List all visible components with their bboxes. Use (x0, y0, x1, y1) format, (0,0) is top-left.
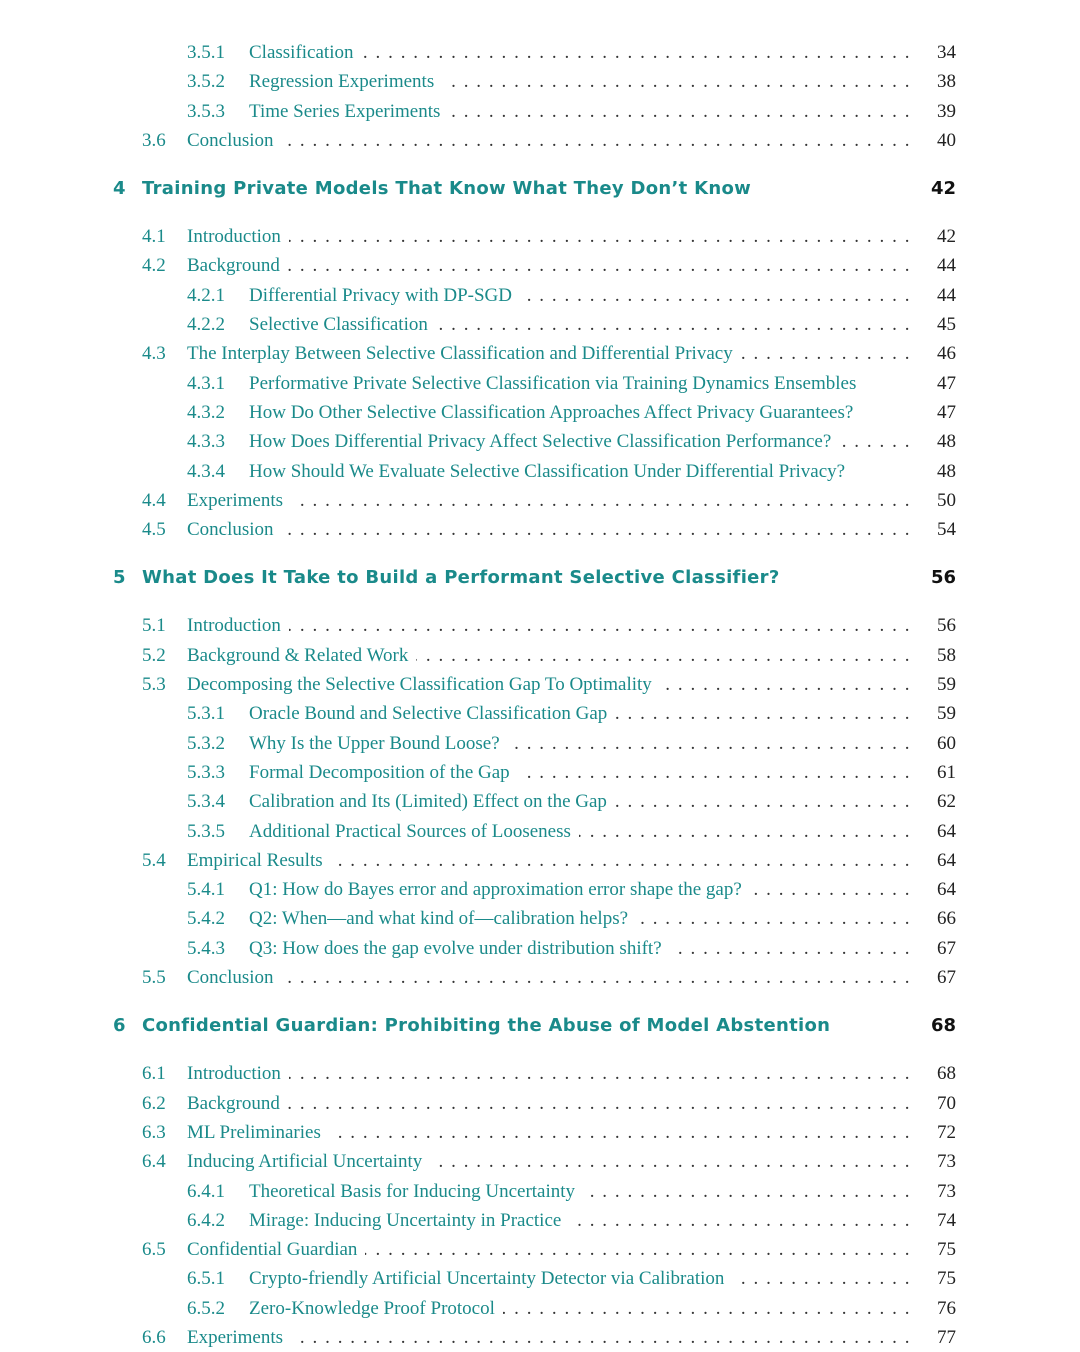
toc-entry-title-text: Theoretical Basis for Inducing Uncertainty (249, 1181, 583, 1202)
toc-entry-number: 4 (113, 178, 126, 200)
toc-entry-number: 4.3.3 (187, 431, 225, 453)
toc-entry-title-text: Formal Decomposition of the Gap (249, 762, 518, 783)
toc-entry-page-number: 73 (937, 1180, 956, 1202)
toc-entry-title-text: Confidential Guardian: Prohibiting the Abuse of Model Abstention (142, 1015, 831, 1037)
toc-entry-title-text: Calibration and Its (Limited) Effect on the Gap (249, 791, 615, 812)
toc-entry-title[interactable] (187, 1323, 911, 1352)
toc-entry-page-number: 76 (937, 1297, 956, 1319)
toc-section-entry[interactable] (0, 1089, 1080, 1118)
toc-entry-page-number: 56 (937, 615, 956, 637)
toc-entry-title-text: Introduction (187, 615, 289, 636)
toc-entry-page-number: 47 (937, 401, 956, 423)
toc-entry-page-number: 56 (930, 567, 956, 589)
toc-entry-title[interactable] (187, 1235, 911, 1264)
toc-subsection-entry[interactable] (0, 699, 1080, 728)
toc-subsection-entry[interactable] (0, 1177, 1080, 1206)
toc-entry-number: 4.3.2 (187, 401, 225, 423)
toc-entry-number: 6.3 (142, 1121, 166, 1143)
toc-entry-title-text: Background (187, 255, 288, 276)
toc-entry-title-text: Additional Practical Sources of Looseness (249, 821, 579, 842)
toc-entry-title[interactable] (249, 457, 911, 486)
toc-entry-title-text: Crypto-friendly Artificial Uncertainty Detector via Calibration (249, 1268, 732, 1289)
toc-section-entry[interactable] (0, 611, 1080, 640)
toc-section-entry[interactable] (0, 963, 1080, 992)
toc-entry-number: 5 (113, 567, 126, 589)
toc-entry-title[interactable] (187, 963, 911, 992)
toc-section-entry[interactable] (0, 670, 1080, 699)
toc-section-entry[interactable] (0, 1059, 1080, 1088)
toc-entry-title[interactable] (187, 611, 911, 640)
toc-entry-number: 6.5.1 (187, 1268, 225, 1290)
toc-entry-number: 5.3.3 (187, 761, 225, 783)
toc-entry-title-text: Q2: When—and what kind of—calibration helps? (249, 908, 636, 929)
toc-entry-number: 5.3.2 (187, 732, 225, 754)
toc-entry-page-number: 44 (937, 284, 956, 306)
toc-chapter-entry[interactable] (0, 174, 1080, 222)
toc-entry-page-number: 64 (937, 849, 956, 871)
toc-entry-page-number: 75 (937, 1239, 956, 1261)
toc-entry-page-number: 40 (937, 129, 956, 151)
toc-entry-title[interactable] (187, 846, 911, 875)
toc-subsection-entry[interactable] (0, 398, 1080, 427)
toc-entry-title-text: Experiments (187, 490, 291, 511)
toc-subsection-entry[interactable] (0, 427, 1080, 456)
toc-entry-title[interactable] (249, 1294, 911, 1323)
toc-entry-title-text: Background & Related Work (187, 645, 416, 666)
toc-entry-title-text: Conclusion (187, 130, 282, 151)
toc-entry-number: 6.1 (142, 1063, 166, 1085)
toc-entry-title-text: Decomposing the Selective Classification Gap To Optimality (187, 674, 660, 695)
toc-entry-page-number: 38 (937, 71, 956, 93)
toc-entry-title[interactable] (249, 369, 911, 398)
toc-entry-page-number: 54 (937, 519, 956, 541)
toc-entry-title-text: Introduction (187, 1063, 289, 1084)
toc-entry-number: 6.5.2 (187, 1297, 225, 1319)
toc-entry-number: 5.4.1 (187, 879, 225, 901)
toc-subsection-entry[interactable] (0, 875, 1080, 904)
toc-entry-title[interactable] (187, 486, 911, 515)
toc-entry-title-text: Background (187, 1093, 288, 1114)
toc-entry-title[interactable] (142, 563, 780, 592)
toc-entry-page-number: 42 (930, 178, 956, 200)
toc-section-entry[interactable] (0, 339, 1080, 368)
toc-entry-number: 6 (113, 1015, 126, 1037)
toc-entry-number: 4.1 (142, 226, 166, 248)
toc-entry-title[interactable] (187, 1059, 911, 1088)
toc-section-entry[interactable] (0, 222, 1080, 251)
toc-entry-number: 6.4 (142, 1151, 166, 1173)
toc-subsection-entry[interactable] (0, 758, 1080, 787)
toc-subsection-entry[interactable] (0, 97, 1080, 126)
toc-entry-number: 5.2 (142, 644, 166, 666)
toc-entry-number: 6.5 (142, 1239, 166, 1261)
toc-entry-number: 4.2.1 (187, 284, 225, 306)
toc-subsection-entry[interactable] (0, 729, 1080, 758)
toc-entry-title[interactable] (249, 310, 911, 339)
toc-entry-page-number: 44 (937, 255, 956, 277)
toc-entry-page-number: 64 (937, 820, 956, 842)
toc-entry-page-number: 72 (937, 1121, 956, 1143)
toc-subsection-entry[interactable] (0, 787, 1080, 816)
toc-entry-title[interactable] (249, 281, 911, 310)
toc-subsection-entry[interactable] (0, 817, 1080, 846)
toc-entry-title[interactable] (249, 817, 911, 846)
toc-entry-title-text: Conclusion (187, 967, 282, 988)
toc-entry-title-text: Confidential Guardian (187, 1239, 365, 1260)
toc-entry-page-number: 50 (937, 489, 956, 511)
toc-subsection-entry[interactable] (0, 281, 1080, 310)
toc-entry-title[interactable] (249, 1264, 911, 1293)
toc-entry-number: 5.3.5 (187, 820, 225, 842)
toc-section-entry[interactable] (0, 515, 1080, 544)
toc-subsection-entry[interactable] (0, 67, 1080, 96)
toc-entry-number: 3.6 (142, 129, 166, 151)
toc-entry-page-number: 59 (937, 703, 956, 725)
toc-entry-title-text: Performative Private Selective Classification via Training Dynamics Ensembles (249, 373, 864, 394)
toc-entry-title-text: Q3: How does the gap evolve under distribution shift? (249, 938, 670, 959)
toc-subsection-entry[interactable] (0, 310, 1080, 339)
toc-entry-page-number: 70 (937, 1092, 956, 1114)
toc-entry-title-text: Regression Experiments (249, 71, 442, 92)
toc-entry-title-text: Introduction (187, 226, 289, 247)
toc-section-entry[interactable] (0, 846, 1080, 875)
toc-entry-title-text: How Should We Evaluate Selective Classification Under Differential Privacy? (249, 461, 853, 482)
table-of-contents (0, 38, 1080, 1352)
toc-section-entry[interactable] (0, 641, 1080, 670)
toc-entry-number: 6.6 (142, 1326, 166, 1348)
toc-entry-page-number: 64 (937, 879, 956, 901)
toc-subsection-entry[interactable] (0, 369, 1080, 398)
toc-entry-page-number: 66 (937, 908, 956, 930)
toc-entry-number: 4.2 (142, 255, 166, 277)
toc-entry-title-text: What Does It Take to Build a Performant Selective Classifier? (142, 567, 780, 589)
toc-entry-number: 4.3 (142, 343, 166, 365)
toc-entry-page-number: 75 (937, 1268, 956, 1290)
toc-entry-page-number: 46 (937, 343, 956, 365)
toc-entry-number: 5.4.3 (187, 937, 225, 959)
toc-chapter-entry[interactable] (0, 563, 1080, 611)
toc-entry-title-text: Selective Classification (249, 314, 436, 335)
toc-entry-title[interactable] (187, 1118, 911, 1147)
toc-entry-page-number: 62 (937, 791, 956, 813)
toc-entry-title-text: How Do Other Selective Classification Approaches Affect Privacy Guarantees? (249, 402, 861, 423)
toc-entry-number: 4.5 (142, 519, 166, 541)
toc-entry-number: 5.4 (142, 849, 166, 871)
toc-entry-page-number: 42 (937, 226, 956, 248)
toc-section-entry[interactable] (0, 1323, 1080, 1352)
toc-entry-number: 4.3.4 (187, 460, 225, 482)
toc-entry-page-number: 74 (937, 1209, 956, 1231)
toc-entry-page-number: 73 (937, 1151, 956, 1173)
toc-entry-page-number: 61 (937, 761, 956, 783)
toc-entry-title[interactable] (187, 670, 911, 699)
toc-subsection-entry[interactable] (0, 1206, 1080, 1235)
toc-entry-title[interactable] (249, 758, 911, 787)
toc-entry-number: 6.2 (142, 1092, 166, 1114)
toc-entry-title[interactable] (249, 398, 911, 427)
toc-entry-title[interactable] (187, 251, 911, 280)
toc-entry-title-text: Differential Privacy with DP-SGD (249, 285, 520, 306)
toc-entry-title-text: Empirical Results (187, 850, 331, 871)
toc-entry-title[interactable] (142, 174, 751, 203)
toc-entry-title-text: Mirage: Inducing Uncertainty in Practice (249, 1210, 569, 1231)
toc-entry-number: 4.2.2 (187, 314, 225, 336)
toc-entry-number: 5.3.4 (187, 791, 225, 813)
toc-entry-title[interactable] (249, 38, 911, 67)
toc-entry-title[interactable] (187, 641, 911, 670)
toc-entry-page-number: 67 (937, 937, 956, 959)
toc-entry-title[interactable] (187, 1089, 911, 1118)
toc-section-entry[interactable] (0, 1147, 1080, 1176)
toc-entry-title[interactable] (249, 67, 911, 96)
toc-entry-title[interactable] (187, 339, 911, 368)
toc-entry-title[interactable] (249, 97, 911, 126)
toc-entry-title[interactable] (249, 1177, 911, 1206)
toc-entry-title-text: How Does Differential Privacy Affect Selective Classification Performance? (249, 431, 839, 452)
toc-section-entry[interactable] (0, 1235, 1080, 1264)
toc-section-entry[interactable] (0, 486, 1080, 515)
toc-entry-title[interactable] (187, 126, 911, 155)
toc-entry-page-number: 48 (937, 460, 956, 482)
toc-entry-title[interactable] (249, 699, 911, 728)
toc-subsection-entry[interactable] (0, 457, 1080, 486)
toc-entry-title[interactable] (187, 1147, 911, 1176)
toc-chapter-entry[interactable] (0, 1011, 1080, 1059)
toc-entry-title-text: Why Is the Upper Bound Loose? (249, 733, 508, 754)
toc-entry-page-number: 60 (937, 732, 956, 754)
toc-entry-number: 6.4.2 (187, 1209, 225, 1231)
toc-entry-page-number: 47 (937, 372, 956, 394)
toc-subsection-entry[interactable] (0, 934, 1080, 963)
toc-entry-title[interactable] (142, 1011, 830, 1040)
toc-entry-title-text: Time Series Experiments (249, 101, 448, 122)
toc-entry-number: 5.5 (142, 967, 166, 989)
toc-subsection-entry[interactable] (0, 1264, 1080, 1293)
toc-entry-page-number: 34 (937, 42, 956, 63)
toc-entry-title[interactable] (249, 427, 911, 456)
toc-entry-page-number: 59 (937, 674, 956, 696)
toc-entry-number: 3.5.3 (187, 100, 225, 122)
toc-entry-title[interactable] (187, 222, 911, 251)
toc-entry-title-text: Zero-Knowledge Proof Protocol (249, 1298, 503, 1319)
toc-section-entry[interactable] (0, 1118, 1080, 1147)
toc-entry-number: 4.4 (142, 489, 166, 511)
toc-entry-page-number: 45 (937, 314, 956, 336)
toc-entry-page-number: 68 (930, 1015, 956, 1037)
toc-entry-title-text: ML Preliminaries (187, 1122, 329, 1143)
toc-entry-number: 5.3.1 (187, 703, 225, 725)
toc-entry-number: 3.5.1 (187, 42, 225, 63)
toc-entry-page-number: 67 (937, 967, 956, 989)
toc-entry-page-number: 58 (937, 644, 956, 666)
toc-section-entry[interactable] (0, 126, 1080, 155)
toc-entry-title-text: Inducing Artificial Uncertainty (187, 1151, 430, 1172)
toc-entry-page-number: 68 (937, 1063, 956, 1085)
toc-subsection-entry[interactable] (0, 1294, 1080, 1323)
toc-entry-title[interactable] (249, 875, 911, 904)
toc-entry-number: 5.3 (142, 674, 166, 696)
toc-entry-title[interactable] (187, 515, 911, 544)
toc-section-entry[interactable] (0, 251, 1080, 280)
toc-entry-title[interactable] (249, 1206, 911, 1235)
toc-entry-title-text: Q1: How do Bayes error and approximation error shape the gap? (249, 879, 750, 900)
toc-entry-page-number: 48 (937, 431, 956, 453)
toc-entry-title-text: Classification (249, 42, 361, 63)
toc-entry-title[interactable] (249, 904, 911, 933)
toc-entry-title-text: Experiments (187, 1327, 291, 1348)
toc-entry-number: 5.4.2 (187, 908, 225, 930)
toc-entry-title-text: Training Private Models That Know What They Don’t Know (142, 178, 752, 200)
toc-entry-page-number: 77 (937, 1326, 956, 1348)
toc-entry-page-number: 39 (937, 100, 956, 122)
toc-entry-title-text: Conclusion (187, 519, 282, 540)
toc-entry-title-text: Oracle Bound and Selective Classification Gap (249, 703, 615, 724)
toc-entry-number: 3.5.2 (187, 71, 225, 93)
toc-entry-title[interactable] (249, 934, 911, 963)
toc-entry-title-text: The Interplay Between Selective Classification and Differential Privacy (187, 343, 741, 364)
toc-subsection-entry[interactable] (0, 38, 1080, 67)
toc-entry-title[interactable] (249, 729, 911, 758)
toc-entry-number: 6.4.1 (187, 1180, 225, 1202)
toc-entry-title[interactable] (249, 787, 911, 816)
toc-entry-number: 5.1 (142, 615, 166, 637)
toc-entry-number: 4.3.1 (187, 372, 225, 394)
toc-subsection-entry[interactable] (0, 904, 1080, 933)
